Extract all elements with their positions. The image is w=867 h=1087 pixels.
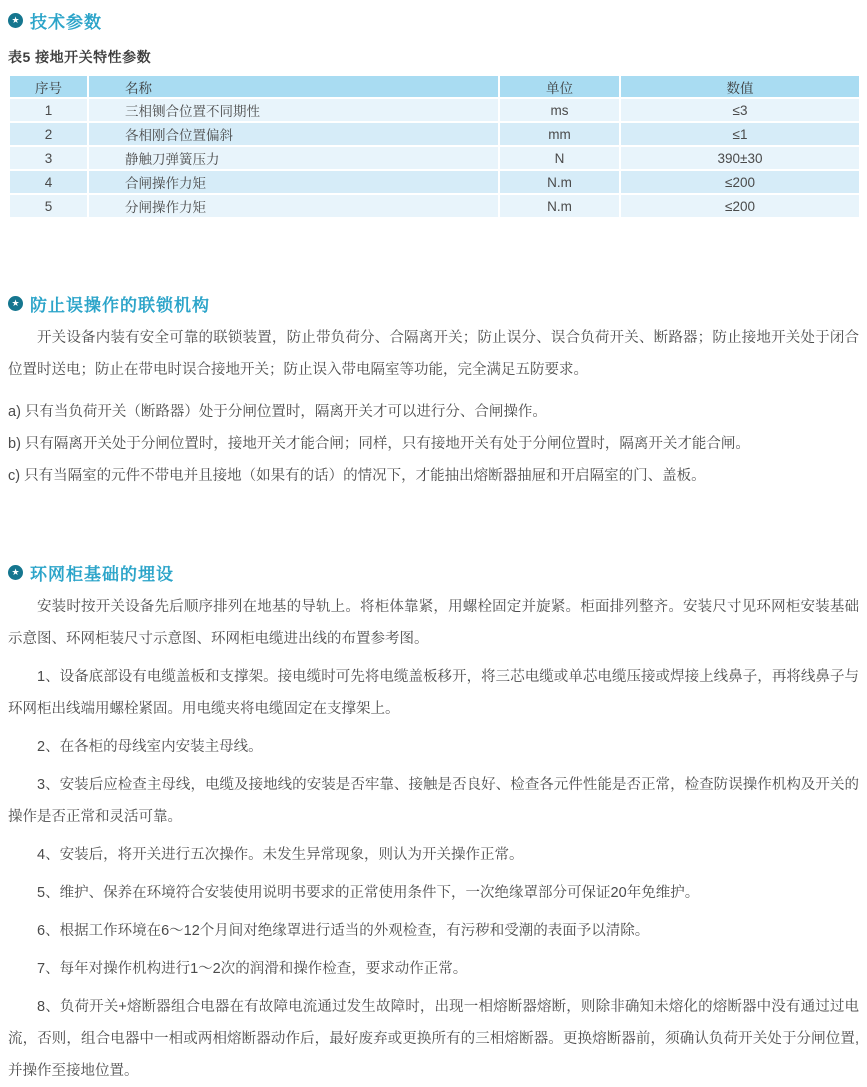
interlock-rule-a: a) 只有当负荷开关（断路器）处于分闸位置时，隔离开关才可以进行分、合闸操作。 bbox=[8, 404, 547, 420]
cell-value: ≤200 bbox=[621, 171, 859, 193]
table-row bbox=[10, 171, 859, 193]
cell-name: 合闸操作力矩 bbox=[89, 171, 498, 193]
column-header-name: 名称 bbox=[89, 76, 498, 97]
star-icon: ★ bbox=[11, 567, 20, 577]
cell-name: 各相刚合位置偏斜 bbox=[89, 123, 498, 145]
cell-name: 三相铡合位置不同期性 bbox=[89, 99, 498, 121]
foundation-intro-paragraph: 安装时按开关设备先后顺序排列在地基的导轨上。将柜体靠紧，用螺栓固定并旋紧。柜面排列整齐。安装尺寸见环网柜安装基础示意图、环网柜装尺寸示意图、环网柜电缆进出线的布置参考图。 bbox=[8, 599, 859, 647]
installation-step-7: 7、每年对操作机构进行1～2次的润滑和操作检查，要求动作正常。 bbox=[37, 961, 468, 977]
cell-index: 3 bbox=[10, 147, 87, 169]
section-header bbox=[8, 560, 859, 585]
cell-name: 静触刀弹簧压力 bbox=[89, 147, 498, 169]
installation-step-3: 3、安装后应检查主母线，电缆及接地线的安装是否牢靠、接触是否良好、检查各元件性能是否正常，检查防误操作机构及开关的操作是否正常和灵活可靠。 bbox=[8, 777, 859, 825]
installation-step-6: 6、根据工作环境在6～12个月间对绝缘罩进行适当的外观检查，有污秽和受潮的表面予以清除。 bbox=[37, 923, 650, 939]
column-header-value: 数值 bbox=[621, 76, 859, 97]
section-header bbox=[8, 8, 859, 33]
installation-step-5: 5、维护、保养在环境符合安装使用说明书要求的正常使用条件下，一次绝缘罩部分可保证20年免维护。 bbox=[37, 885, 700, 901]
section-title-technical-parameters: 技术参数 bbox=[30, 13, 102, 32]
installation-step-8: 8、负荷开关+熔断器组合电器在有故障电流通过发生故障时，出现一相熔断器熔断，则除非确知未熔化的熔断器中没有通过过电流，否则，组合电器中一相或两相熔断器动作后，最好废弃或更换所有的三相熔断器。更换熔断器前，须确认负荷开关处于分闸位置,并操作至接地位置。 bbox=[8, 999, 859, 1079]
table-row bbox=[10, 147, 859, 169]
cell-index: 4 bbox=[10, 171, 87, 193]
section-bullet-icon bbox=[8, 296, 23, 311]
table-caption: 表5 接地开关特性参数 bbox=[8, 49, 152, 65]
section-technical-parameters bbox=[8, 8, 859, 219]
interlock-rule-b: b) 只有隔离开关处于分闸位置时，接地开关才能合闸；同样，只有接地开关有处于分闸位置时，隔离开关才能合闸。 bbox=[8, 436, 750, 452]
table-row bbox=[10, 99, 859, 121]
section-title-interlock: 防止误操作的联锁机构 bbox=[30, 296, 210, 315]
column-header-unit: 单位 bbox=[500, 76, 619, 97]
section-bullet-icon bbox=[8, 565, 23, 580]
section-interlock-mechanism bbox=[8, 291, 859, 492]
cell-value: ≤1 bbox=[621, 123, 859, 145]
star-icon: ★ bbox=[11, 15, 20, 25]
earthing-switch-parameters-table bbox=[8, 74, 861, 219]
section-title-foundation: 环网柜基础的埋设 bbox=[30, 565, 174, 584]
installation-step-4: 4、安装后，将开关进行五次操作。未发生异常现象，则认为开关操作正常。 bbox=[37, 847, 524, 863]
section-header bbox=[8, 291, 859, 316]
interlock-rules-list bbox=[8, 396, 859, 492]
interlock-intro-paragraph: 开关设备内装有安全可靠的联锁装置，防止带负荷分、合隔离开关；防止误分、误合负荷开关、断路器；防止接地开关处于闭合位置时送电；防止在带电时误合接地开关；防止误入带电隔室等功能，完全满足五防要求。 bbox=[8, 330, 859, 378]
table-row bbox=[10, 195, 859, 217]
interlock-rule-c: c) 只有当隔室的元件不带电并且接地（如果有的话）的情况下，才能抽出熔断器抽屉和开启隔室的门、盖板。 bbox=[8, 468, 706, 484]
installation-step-2: 2、在各柜的母线室内安装主母线。 bbox=[37, 739, 263, 755]
cell-index: 5 bbox=[10, 195, 87, 217]
cell-value: 390±30 bbox=[621, 147, 859, 169]
cell-unit: ms bbox=[500, 99, 619, 121]
table-header-row bbox=[10, 76, 859, 97]
cell-unit: N.m bbox=[500, 171, 619, 193]
installation-step-1: 1、设备底部设有电缆盖板和支撑架。接电缆时可先将电缆盖板移开，将三芯电缆或单芯电缆压接或焊接上线鼻子，再将线鼻子与环网柜出线端用螺栓紧固。用电缆夹将电缆固定在支撑架上。 bbox=[8, 669, 859, 717]
section-bullet-icon bbox=[8, 13, 23, 28]
cell-unit: N bbox=[500, 147, 619, 169]
section-foundation-installation bbox=[8, 560, 859, 1087]
cell-index: 1 bbox=[10, 99, 87, 121]
cell-value: ≤200 bbox=[621, 195, 859, 217]
column-header-index: 序号 bbox=[10, 76, 87, 97]
installation-steps-list bbox=[8, 661, 859, 1087]
table-row bbox=[10, 123, 859, 145]
cell-name: 分闸操作力矩 bbox=[89, 195, 498, 217]
cell-unit: mm bbox=[500, 123, 619, 145]
cell-index: 2 bbox=[10, 123, 87, 145]
cell-value: ≤3 bbox=[621, 99, 859, 121]
cell-unit: N.m bbox=[500, 195, 619, 217]
star-icon: ★ bbox=[11, 298, 20, 308]
